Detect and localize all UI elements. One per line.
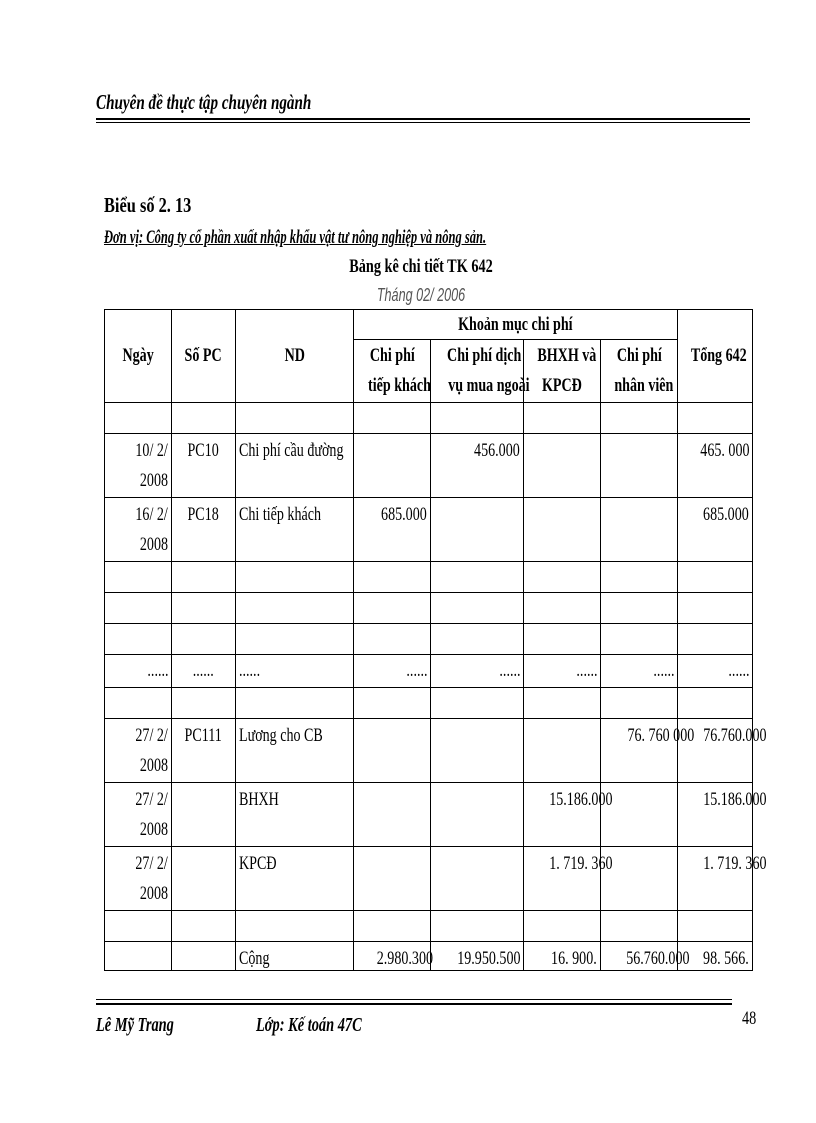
cell-dots: ...... [105,655,172,688]
cell-dots: ...... [431,655,524,688]
cell-tiep-khach [354,783,431,847]
cell-nd: Chi tiếp khách [236,498,354,562]
table-row [105,498,753,562]
cell-pc [172,847,236,911]
cell-tiep-khach [354,719,431,783]
cell-tong: 1. 719. 360 [678,847,753,911]
header-rule-bottom [96,122,750,123]
cell-tong: 465. 000 [678,434,753,498]
footer-class: Lớp: Kế toán 47C [256,1014,362,1036]
cell-nd: Chi phí cầu đường [236,434,354,498]
cell-dich-vu [431,847,524,911]
cell-date: 27/ 2/ 2008 [105,783,172,847]
empty-row [105,593,753,624]
cell-dich-vu [431,719,524,783]
col-header-tiep-khach: Chi phí tiếp khách [354,340,431,403]
cell-dots: ...... [354,655,431,688]
col-header-khoan-muc: Khoản mục chi phí [354,310,678,340]
cell-date: 27/ 2/ 2008 [105,719,172,783]
cell-tiep-khach [354,847,431,911]
table-period: Tháng 02/ 2006 [376,285,466,305]
col-header-bhxh: BHXH và KPCĐ [524,340,601,403]
cell-pc: PC10 [172,434,236,498]
footer-author: Lê Mỹ Trang [96,1014,174,1036]
footer-rule-top [96,999,732,1000]
cell-tong: 685.000 [678,498,753,562]
col-header-tong: Tổng 642 [678,310,753,403]
table-row [105,719,753,783]
total-nhan-vien: 56.760.000 [601,942,678,971]
cell-dots: ...... [524,655,601,688]
cell-tong: 76.760.000 [678,719,753,783]
running-header-title: Chuyên đề thực tập chuyên ngành [96,90,312,114]
page-number: 48 [742,1008,757,1029]
cell-bhxh [524,498,601,562]
company-unit: Đơn vị: Công ty cổ phần xuất nhập khẩu vật tư nông nghiệp và nông sản. [104,227,487,248]
cell-dots: ...... [236,655,354,688]
total-label: Cộng [236,942,354,971]
cell-nhan-vien [601,434,678,498]
cell-dich-vu [431,783,524,847]
total-row [105,942,753,971]
cell-nhan-vien: 76. 760 000 [601,719,678,783]
total-dich-vu: 19.950.500 [431,942,524,971]
empty-row [105,624,753,655]
cell-dots: ...... [172,655,236,688]
total-bhxh: 16. 900. [524,942,601,971]
cell-nd: Lương cho CB [236,719,354,783]
empty-row [105,562,753,593]
col-header-dich-vu: Chi phí dịch vụ mua ngoài [431,340,524,403]
col-header-so-pc: Số PC [172,310,236,403]
empty-row [105,688,753,719]
table-row [105,434,753,498]
cell-tong: 15.186.000 [678,783,753,847]
cell-pc: PC111 [172,719,236,783]
ledger-table [104,309,767,971]
cell-bhxh: 1. 719. 360 [524,847,601,911]
empty-row [105,403,753,434]
total-tong: 98. 566. [678,942,753,971]
footer-rule-bottom [96,1003,732,1005]
cell-bhxh [524,434,601,498]
cell-dich-vu: 456.000 [431,434,524,498]
ellipsis-row [105,655,753,688]
cell-dots: ...... [601,655,678,688]
cell-pc [172,783,236,847]
col-header-ngay: Ngày [105,310,172,403]
cell-pc: PC18 [172,498,236,562]
cell-bhxh [524,719,601,783]
table-row [105,847,753,911]
cell-nd: BHXH [236,783,354,847]
col-header-nd: ND [236,310,354,403]
table-row [105,783,753,847]
cell-tiep-khach [354,434,431,498]
header-rule-top [96,118,750,120]
cell-date: 10/ 2/ 2008 [105,434,172,498]
cell-date: 16/ 2/ 2008 [105,498,172,562]
cell-dich-vu [431,498,524,562]
cell-nhan-vien [601,498,678,562]
total-tiep-khach: 2.980.300 [354,942,431,971]
empty-row [105,911,753,942]
cell-nd: KPCĐ [236,847,354,911]
cell-tiep-khach: 685.000 [354,498,431,562]
header-row [105,310,753,340]
cell-date: 27/ 2/ 2008 [105,847,172,911]
cell-dots: ...... [678,655,753,688]
table-title: Bảng kê chi tiết TK 642 [349,256,493,277]
form-number: Biểu số 2. 13 [104,193,192,217]
cell-bhxh: 15.186.000 [524,783,601,847]
col-header-nhan-vien: Chi phí nhân viên [601,340,678,403]
